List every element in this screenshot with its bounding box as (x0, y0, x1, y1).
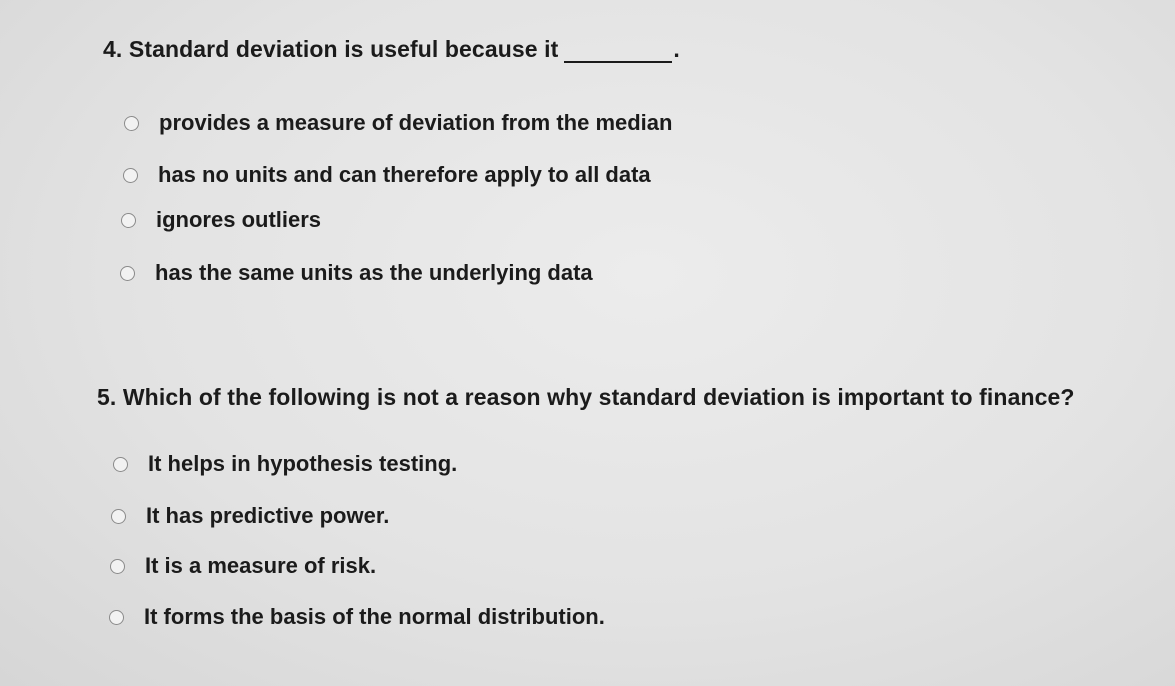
option-label: has no units and can therefore apply to all data (158, 162, 651, 187)
radio-button-icon[interactable] (120, 266, 135, 281)
question-4-option-4[interactable] (120, 260, 593, 286)
option-label: ignores outliers (156, 207, 322, 232)
question-4-prompt (103, 36, 680, 63)
option-label: It forms the basis of the normal distribution. (144, 604, 605, 629)
question-4-option-2[interactable] (123, 162, 651, 188)
option-label: It has predictive power. (146, 503, 390, 528)
radio-button-icon[interactable] (113, 457, 128, 472)
radio-button-icon[interactable] (109, 610, 124, 625)
question-4-option-3[interactable] (121, 207, 321, 233)
radio-button-icon[interactable] (123, 168, 138, 183)
radio-button-icon[interactable] (124, 116, 139, 131)
question-5-option-2[interactable] (111, 503, 389, 529)
option-label: It helps in hypothesis testing. (148, 451, 458, 476)
radio-button-icon[interactable] (110, 559, 125, 574)
radio-button-icon[interactable] (111, 509, 126, 524)
fill-in-blank-line (564, 61, 672, 63)
option-label: provides a measure of deviation from the median (159, 110, 673, 135)
question-4-period: . (673, 36, 680, 62)
question-5-text: 5. Which of the following is not a reason why standard deviation is important to finance? (97, 384, 1075, 410)
question-4-text: 4. Standard deviation is useful because it (103, 36, 559, 62)
radio-button-icon[interactable] (121, 213, 136, 228)
question-4-option-1[interactable] (124, 110, 672, 136)
option-label: has the same units as the underlying data (155, 260, 593, 285)
option-label: It is a measure of risk. (145, 553, 377, 578)
question-5-option-3[interactable] (110, 553, 376, 579)
question-5-option-1[interactable] (113, 451, 457, 477)
question-5-prompt (97, 384, 1075, 411)
question-5-option-4[interactable] (109, 604, 605, 630)
